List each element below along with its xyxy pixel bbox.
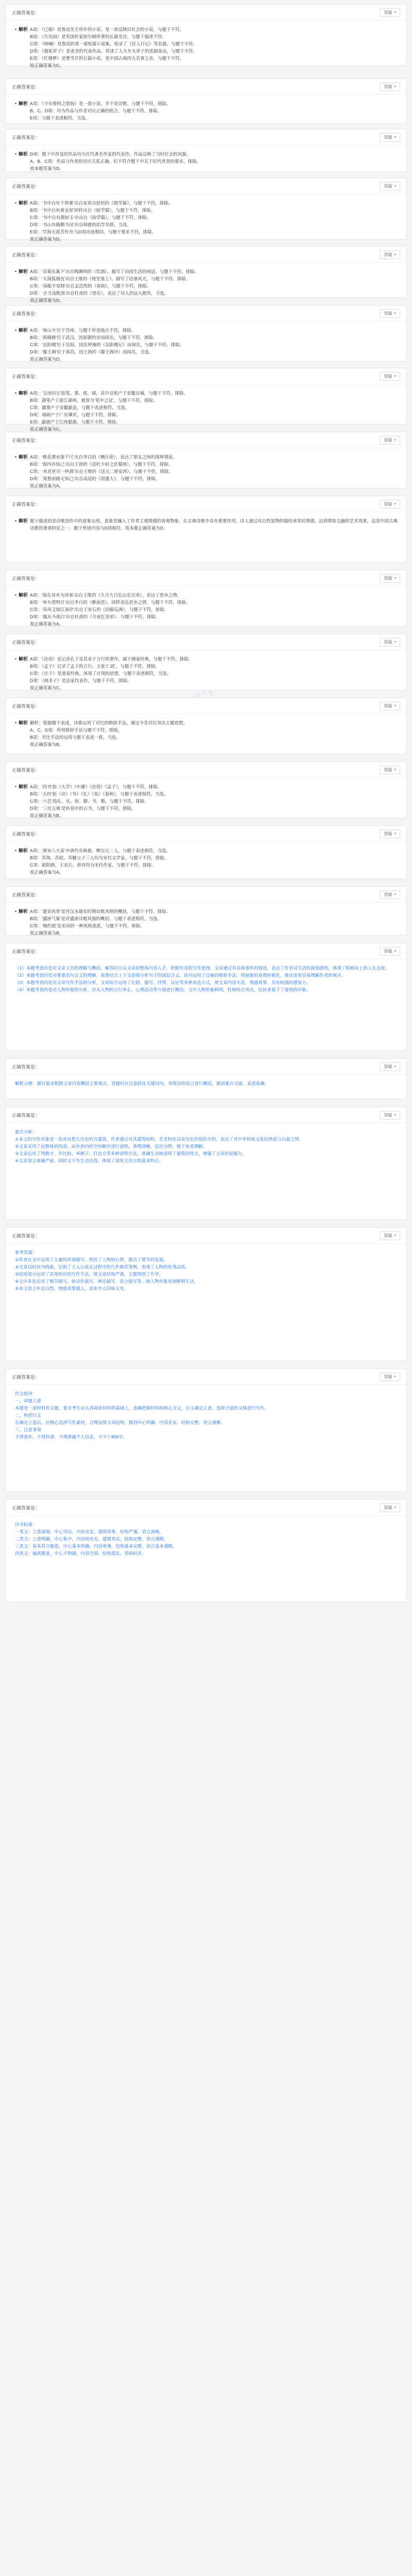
analysis-line: A项：‘桃花潭水深千尺’出自李白的《赠汪伦》，表达了朋友之间的深厚情谊。 [30,454,177,460]
card-header [6,247,406,263]
answer-dropdown-button[interactable] [380,372,400,381]
card-header [6,826,406,842]
analysis-line: E项：《红楼梦》是曹雪芹的长篇小说，是中国古典四大名著之首，与题干不符。 [30,56,184,61]
card-title: 正确答案是： [12,1064,40,1070]
chevron-down-icon: ▾ [394,502,396,506]
analysis-line: A项：‘采菊东篱下’出自陶渊明的《饮酒》，描写了田园生活的闲适，与题干不符，排除。 [30,269,199,274]
answer-dropdown-label: 答疑 [384,892,392,897]
card-body [6,512,406,536]
answer-dropdown-label: 答疑 [384,1112,392,1117]
analysis-line: 故正确答案为C。 [30,685,64,690]
answer-dropdown-button[interactable] [380,182,400,191]
answer-card [5,432,407,488]
card-title: 正确答案是： [12,252,40,258]
analysis-line: B项：‘大漠孤烟直’出自王维的《使至塞上》，描写了边塞风光，与题干不符，排除。 [30,276,191,281]
analysis-text [15,1128,399,1164]
answer-dropdown-label: 答疑 [384,575,392,581]
analysis-line: B项：《孟子》记录了孟子的言行，主张‘仁政’，与题干不符，排除。 [30,664,160,669]
answer-card [5,886,407,936]
analysis-text [15,1080,399,1087]
card-header [6,1228,406,1244]
analysis-line: C项：‘书中自有颜如玉’亦出自《励学篇》，与题干不符，排除。 [30,215,151,220]
analysis-line: ②文章采用了由整体到局部、由外到内的空间顺序进行说明，条理清晰，层次分明，便于读者理解。 [15,1144,208,1149]
analysis-line: A项：‘书中自有千钟粟’出自宋真宗赵恒的《励学篇》，与题干不符，排除。 [30,200,173,206]
card-header [6,306,406,321]
card-header [6,496,406,512]
card-header [6,432,406,448]
analysis-text [30,655,399,691]
analysis-line: 本题是一道材料作文题，要求考生在认真阅读材料的基础上，准确把握材料的核心含义，自主确定立意，选择合适的文体进行写作。 [15,1405,269,1411]
analysis-line: 故正确答案为D。 [30,236,64,242]
analysis-line: C项：《庄子》是道家经典，体现了庄周的思想，与题干表述相符，当选。 [30,671,171,676]
analysis-label: 解析 [19,848,28,853]
card-header [6,79,406,95]
card-title: 正确答案是： [12,1112,40,1118]
answer-card [5,1499,407,1602]
analysis-line: A项：‘文房四宝’指笔、墨、纸、砚，其中宣纸产于安徽宣城，与题干不符，排除。 [30,391,188,396]
analysis-line: ⑤本文语言朴实自然，情感真挚感人，读来令人回味无穷。 [15,1286,129,1291]
analysis-text [30,268,399,304]
analysis-line: B项：‘五经’指《诗》《书》《礼》《易》《春秋》，与题干表述相符，当选。 [30,791,168,796]
answer-card [5,1058,407,1099]
card-body [6,194,406,247]
bullet-icon: • [15,454,17,460]
bullet-icon: • [15,848,17,853]
analysis-line: A项：《少年维特之烦恼》是一部小说，并不是诗歌，与题干不符，排除。 [30,101,171,106]
analysis-line: 三类文：基本符合题意，中心基本明确，内容单薄，结构基本完整，语言基本通顺。 [15,1544,177,1549]
analysis-line: 参考答案： [15,1250,37,1255]
analysis-line: 作文指导： [15,1391,37,1396]
analysis-line: 故正确答案为A。 [30,483,64,488]
card-header [6,887,406,903]
answer-card [5,1368,407,1492]
card-header [6,570,406,586]
answer-dropdown-button[interactable] [380,702,400,710]
analysis-line: B项：对比手法的运用与题干表述一致，当选。 [30,735,121,740]
chevron-down-icon: ▾ [394,438,396,442]
analysis-line: A项：《已婚》是鲁迅先生所作的小说，是一部反映旧社会的小说，与题干不符。 [30,27,184,32]
analysis-line: （4）本题考查的是对人物形象的分析，应从人物的言行举止、心理活动等方面进行概括。文中人物形象鲜明，性格特点突出，给读者留下了深刻的印象。 [15,987,311,992]
analysis-line: 要点分析： [15,1129,37,1134]
analysis-line: C项：‘春眠不觉晓’出自孟浩然的《春晓》，与题干不符，排除。 [30,283,151,289]
analysis-line: B项：‘书中自有黄金屋’同样出自《励学篇》，与题干不符，排除。 [30,208,156,213]
answer-card [5,1107,407,1220]
analysis-line: ④文中多处运用了细节描写，如动作描写、神态描写、语言描写等，使人物形象更加鲜明生动。 [15,1279,199,1284]
answer-card [5,4,407,66]
answer-card [5,246,407,303]
answer-dropdown-button[interactable] [380,1372,400,1381]
answer-dropdown-label: 答疑 [384,501,392,506]
card-body [6,959,406,997]
bullet-icon: • [15,200,17,206]
bullet-icon: • [15,328,17,333]
analysis-label: 解析 [19,518,28,523]
answer-dropdown-button[interactable] [380,766,400,774]
analysis-line: 题干描述的是诗歌创作中的意象运用，意象是融入了作者主观情感的客观物象，在古典诗歌中具有重要作用。诗人通过对自然景物的描绘来寄托情感，达到情景交融的艺术效果，这是中国古典诗歌的重要特征之一。题干所述内容与D项相符，故本题正确答案为D。 [30,518,398,531]
analysis-line: ③文章运用了列数字、作比较、举例子、打比方等多种说明方法，准确生动地说明了建筑的特点，增强了文章的说服力。 [15,1151,247,1156]
analysis-line: B项：湖笔产于浙江湖州，被誉为‘笔中之冠’，与题干不符，排除。 [30,398,158,403]
analysis-line: 故正确答案为A。 [30,621,64,626]
analysis-line: E项：‘学海无涯苦作舟’与D项出处相同，与题干要求不符，排除。 [30,229,157,234]
bullet-icon: • [15,391,17,396]
answer-card [5,129,407,172]
analysis-line: D项：题干中涉及的作品均为近代著名作家的代表作，作品反映了当时社会的风貌。 [30,151,191,157]
analysis-line: D项：‘会当凌绝顶’出自杜甫的《望岳》，表达了诗人的远大抱负，当选。 [30,291,169,296]
card-header [6,368,406,384]
analysis-line: A项：‘唐宋八大家’中唐代有韩愈、柳宗元二人，与题干表述相符，当选。 [30,848,171,853]
answer-dropdown-button[interactable] [380,829,400,838]
card-body [6,842,406,880]
card-title: 正确答案是： [12,134,40,140]
analysis-label: 解析 [19,909,28,914]
answer-card [5,570,407,626]
analysis-line: C项：‘春风又绿江南岸’出自王安石的《泊船瓜洲》，与题干不符，排除。 [30,607,169,612]
analysis-label: 解析 [19,269,28,274]
analysis-text [30,908,399,937]
answer-dropdown-label: 答疑 [384,1233,392,1238]
card-header [6,698,406,714]
analysis-line: D项：《韩非子》是法家代表作，与题干不符，排除。 [30,678,132,683]
answer-dropdown-label: 答疑 [384,183,392,189]
analysis-label: 解析 [19,328,28,333]
analysis-line: （3）本题考查的是对文章写作手法的分析，文章综合运用了记叙、描写、抒情、议论等多种表达方式，使文章内容丰富，情感真挚，具有较强的感染力。 [15,980,311,985]
answer-dropdown-label: 答疑 [384,10,392,15]
answer-dropdown-button[interactable] [380,638,400,647]
answer-dropdown-label: 答疑 [384,639,392,645]
card-title: 正确答案是： [12,1233,40,1239]
analysis-line: A项：‘建安风骨’是对汉末建安时期诗歌风格的概括，与题干不符，排除。 [30,909,171,914]
analysis-label: 解析 [19,27,28,32]
analysis-line: C项：‘婉约派’是宋词的一种风格流派，与题干不符，排除。 [30,923,145,928]
analysis-line: C项：《呐喊》是鲁迅的第一部短篇小说集，收录了《狂人日记》等名篇，与题干不符。 [30,41,198,46]
analysis-line: C项：‘劝君更尽一杯酒’出自王维的《送元二使安西》，与题干不符，排除。 [30,469,173,474]
chevron-down-icon: ▾ [394,253,396,257]
card-title: 正确答案是： [12,703,40,709]
analysis-line: ③结尾部分运用了首尾呼应的写作手法，使文章结构严谨，主题得到了升华。 [15,1272,164,1277]
card-title: 正确答案是： [12,575,40,581]
analysis-text [30,150,399,172]
answer-dropdown-label: 答疑 [384,1374,392,1379]
analysis-label: 解析 [19,720,28,725]
analysis-line: 一类文：立意深刻，中心突出，内容充实，感情真挚，结构严谨，语言流畅。 [15,1529,164,1534]
card-title: 正确答案是： [12,1374,40,1380]
card-header [6,1369,406,1385]
card-header [6,943,406,959]
analysis-line: 二、构思行文 [15,1413,42,1418]
card-title: 正确答案是： [12,10,40,15]
analysis-line: 解析：根据题干表述，诗歌运用了对比的修辞手法，通过今昔对比突出主题思想。 [30,720,188,725]
chevron-down-icon: ▾ [394,768,396,772]
analysis-text [30,783,399,819]
card-title: 正确答案是： [12,501,40,507]
analysis-text [30,847,399,876]
analysis-line: ②文章以时间为线索，记叙了主人公成长过程中的几件典型事例，表现了人物的优秀品质。 [15,1264,190,1269]
card-header [6,1500,406,1516]
bullet-icon: • [15,518,17,523]
answer-dropdown-label: 答疑 [384,252,392,257]
analysis-text [15,1390,399,1440]
analysis-line: D项：‘书山有路勤为径’出自韩愈的治学名联，当选。 [30,222,132,227]
analysis-line: （1）本题考查的是对文章主旨的理解与概括，解答时应从文章的整体内容入手，把握作者的写作意图。文章通过对具体事件的叙述，表达了作者对生活的深刻感悟，体现了积极向上的人生态度。 [15,965,390,971]
analysis-text [30,591,399,628]
bullet-icon: • [15,720,17,725]
analysis-line: 故正确答案为C。 [30,427,64,432]
analysis-line: 故正确答案为D。 [30,357,64,362]
analysis-label: 解析 [19,784,28,789]
answer-card [5,943,407,1051]
answer-dropdown-button[interactable] [380,309,400,318]
card-body [6,714,406,752]
card-body [6,145,406,176]
analysis-text [15,964,399,993]
analysis-line: 故正确答案为A。 [30,870,64,875]
analysis-line: 故正确答案为B。 [30,813,64,818]
analysis-line: D项：《骆驼祥子》是老舍的代表作品，讲述了人力车夫祥子的悲剧命运，与题干不符。 [30,48,198,54]
card-title: 正确答案是： [12,311,40,316]
analysis-line: 在确定立意后，应精心选择写作素材，合理安排文章结构，做到中心明确、内容充实、结构完整、语言通顺。 [15,1420,226,1425]
analysis-line: A项：‘寒山寺’位于苏州，与题干所述地点不符，排除。 [30,328,136,333]
chevron-down-icon: ▾ [394,1375,396,1379]
analysis-text [30,327,399,363]
bullet-icon: • [15,269,17,274]
analysis-line: A项：‘独在异乡为异客’出自王维的《九月九日忆山东兄弟》，表达了思乡之情。 [30,592,182,598]
answer-dropdown-label: 答疑 [384,1064,392,1069]
analysis-line: D项：‘露从今夜白’出自杜甫的《月夜忆舍弟》，与题干不符，排除。 [30,614,160,619]
analysis-text [30,719,399,748]
analysis-label: 解析 [19,391,28,396]
answer-card [5,178,407,240]
chevron-down-icon: ▾ [394,375,396,378]
card-header [6,5,406,21]
card-title: 正确答案是： [12,831,40,837]
card-body [6,448,406,494]
answer-dropdown-button[interactable] [380,1111,400,1120]
card-body [6,1516,406,1561]
analysis-line: 故正确答案为D。 [30,298,64,303]
answer-dropdown-label: 答疑 [384,84,392,89]
analysis-line: B项：《失乐园》是英国作家弥尔顿所著的长篇史诗，与题干描述不符。 [30,34,167,39]
analysis-label: 解析 [19,592,28,598]
answer-card [5,496,407,563]
card-title: 正确答案是： [12,374,40,379]
analysis-line: （2）本题考查的是对重要语句含义的理解，需要结合上下文语境分析句子的深层含义。该句运用了比喻的修辞手法，将抽象的道理形象化，使读者更容易理解作者的观点。 [15,973,346,978]
card-title: 正确答案是： [12,183,40,189]
answer-dropdown-button[interactable] [380,1231,400,1240]
chevron-down-icon: ▾ [394,1113,396,1117]
analysis-line: 二类文：立意明确，中心集中，内容较充实，感情真实，结构完整，语言通顺。 [15,1536,168,1541]
card-body [6,778,406,823]
card-body [6,903,406,941]
chevron-down-icon: ▾ [394,893,396,896]
card-body [6,384,406,437]
analysis-line: ①作者在文中运用了大量的环境描写，烘托了人物的心情，推动了情节的发展。 [15,1257,168,1262]
answer-dropdown-button[interactable] [380,1503,400,1512]
analysis-label: 解析 [19,200,28,206]
answer-dropdown-label: 答疑 [384,437,392,443]
analysis-line: A、C、D项：所用修辞手法与题干不符，排除。 [30,727,123,733]
answer-dropdown-label: 答疑 [384,831,392,836]
analysis-line: C项：欧阳修、王安石、曾巩均为宋代作家，与题干不符，排除。 [30,862,156,868]
card-title: 正确答案是： [12,84,40,90]
bullet-icon: • [15,592,17,598]
analysis-text [30,517,399,532]
bullet-icon: • [15,909,17,914]
bullet-icon: • [15,151,17,157]
analysis-line: 评分标准： [15,1522,37,1527]
card-header [6,1107,406,1123]
bullet-icon: • [15,101,17,106]
answer-dropdown-button[interactable] [380,500,400,509]
card-body [6,1244,406,1296]
answer-dropdown-button[interactable] [380,947,400,956]
analysis-line: C项：徽墨产于安徽歙县，与题干表述相符，当选。 [30,405,130,410]
analysis-line: 故正确答案为C。 [30,63,64,68]
answer-dropdown-label: 答疑 [384,134,392,140]
chevron-down-icon: ▾ [394,704,396,708]
analysis-text [30,26,399,69]
answer-dropdown-label: 答疑 [384,311,392,316]
answer-dropdown-button[interactable] [380,82,400,91]
answer-card [5,634,407,690]
analysis-text [30,389,399,433]
card-header [6,129,406,145]
analysis-line: 不得套作，不得抄袭，不得泄露个人信息，不少于800字。 [15,1434,128,1439]
answer-dropdown-label: 答疑 [384,1505,392,1510]
answer-dropdown-button[interactable] [380,436,400,445]
chevron-down-icon: ▾ [394,640,396,644]
analysis-text [15,1521,399,1557]
answer-dropdown-button[interactable] [380,133,400,142]
card-body [6,586,406,632]
card-title: 正确答案是： [12,1505,40,1511]
answer-dropdown-button[interactable] [380,250,400,259]
chevron-down-icon: ▾ [394,950,396,953]
card-body [6,321,406,367]
answer-card [5,698,407,754]
card-body [6,21,406,73]
analysis-label: 解析 [19,454,28,460]
answer-dropdown-label: 答疑 [384,703,392,708]
analysis-line: 一、审题立意 [15,1398,42,1403]
answer-dropdown-button[interactable] [380,890,400,899]
analysis-line: ④文章语言准确严密，同时又不失生动活泼，体现了说明文语言的基本特点。 [15,1158,164,1163]
answer-dropdown-button[interactable] [380,1062,400,1071]
card-header [6,762,406,778]
chevron-down-icon: ▾ [394,1506,396,1510]
answer-dropdown-button[interactable] [380,574,400,583]
analysis-text [30,453,399,489]
card-body [6,1075,406,1091]
chevron-down-icon: ▾ [394,832,396,836]
analysis-line: C项：‘六艺’指礼、乐、射、御、书、数，与题干不符，排除。 [30,799,149,804]
analysis-text [15,1249,399,1292]
chevron-down-icon: ▾ [394,1065,396,1069]
analysis-line: E项：歙砚产于江西婺源，与题干不符，排除。 [30,419,121,425]
analysis-line: E项：与题干表述相符，当选。 [30,115,90,121]
analysis-line: 故正确答案为B。 [30,930,64,936]
analysis-line: B项：‘盛唐气象’是对盛唐诗歌风貌的概括，与题干表述相符，当选。 [30,916,162,921]
card-title: 正确答案是： [12,767,40,773]
analysis-line: D项：‘滕王阁’位于南昌，因王勃的《滕王阁序》而闻名，当选。 [30,349,153,354]
answer-card [5,305,407,362]
analysis-line: D项：‘莫愁前路无知己’出自高适的《别董大》，与题干不符，排除。 [30,476,160,481]
answer-dropdown-label: 答疑 [384,767,392,772]
analysis-line: A、B、C项：作品与作者的对应关系正确，但不符合题干中关于时代背景的要求，排除。 [30,159,201,164]
card-body [6,263,406,308]
card-body [6,1123,406,1168]
analysis-line: ①本文的写作对象是一处具有悠久历史的古建筑，作者通过对其建筑结构、艺术特色以及历史价值的介绍，表达了对中华传统文化的热爱与自豪之情。 [15,1137,304,1142]
analysis-line: A项：《论语》是记录孔子及其弟子言行的著作，属于儒家经典，与题干不符，排除。 [30,656,193,662]
card-header [6,1059,406,1075]
card-body [6,1385,406,1445]
analysis-line: A项：‘四书’指《大学》《中庸》《论语》《孟子》，与题干不符，排除。 [30,784,162,789]
card-title: 正确答案是： [12,948,40,954]
analysis-line: D项：‘三坟五典’是传说中的古书，与题干不符，排除。 [30,806,136,811]
answer-card [5,368,407,432]
analysis-line: 故本题答案为D。 [30,166,64,171]
answer-card [5,78,407,124]
analysis-line: B项：‘海内存知己’出自王勃的《送杜少府之任蜀州》，与题干不符，排除。 [30,462,173,467]
card-title: 正确答案是： [12,437,40,443]
answer-card [5,825,407,879]
analysis-line: 解析示例：题目要求根据文章内容概括主要观点，答题时应注意抓住关键词句，用简洁的语言进行概括，做到要点全面、表述准确。 [15,1081,269,1086]
chevron-down-icon: ▾ [394,11,396,14]
chevron-down-icon: ▾ [394,1234,396,1238]
answer-card [5,761,407,818]
answer-card [5,1227,407,1361]
bullet-icon: • [15,27,17,32]
bullet-icon: • [15,656,17,662]
answer-dropdown-button[interactable] [380,8,400,17]
analysis-line: 四类文：偏离题意，中心不明确，内容空洞，结构混乱，语病较多。 [15,1551,147,1556]
analysis-line: B项：‘黄鹤楼’位于武汉，因崔颢的诗而闻名，与题干不符，排除。 [30,335,158,340]
analysis-label: 解析 [19,101,28,106]
card-header [6,634,406,650]
analysis-line: B、C、D项：均为作品与作者对应正确的组合，与题干不符，排除。 [30,108,162,113]
analysis-line: B项：‘举头望明月’出自李白的《静夜思》，同样表达思乡之情，与题干不符，排除。 [30,600,191,605]
analysis-line: B项：苏洵、苏轼、苏辙父子三人均为宋代文学家，与题干不符，排除。 [30,855,169,860]
card-title: 正确答案是： [12,892,40,897]
bullet-icon: • [15,784,17,789]
chevron-down-icon: ▾ [394,135,396,139]
card-header [6,178,406,194]
card-title: 正确答案是： [12,639,40,645]
analysis-label: 解析 [19,151,28,157]
answer-dropdown-label: 答疑 [384,374,392,379]
card-body [6,95,406,126]
card-body [6,650,406,696]
analysis-text [30,100,399,122]
analysis-line: D项：端砚产于广东肇庆，与题干不符，排除。 [30,412,121,417]
chevron-down-icon: ▾ [394,577,396,580]
chevron-down-icon: ▾ [394,85,396,89]
answer-dropdown-label: 答疑 [384,948,392,954]
chevron-down-icon: ▾ [394,312,396,315]
analysis-text [30,199,399,243]
chevron-down-icon: ▾ [394,184,396,188]
analysis-line: 三、注意事项 [15,1427,42,1432]
analysis-line: C项：‘岳阳楼’位于岳阳，因范仲淹的《岳阳楼记》而闻名，与题干不符，排除。 [30,342,184,347]
analysis-label: 解析 [19,656,28,662]
analysis-line: 故正确答案为B。 [30,742,64,747]
